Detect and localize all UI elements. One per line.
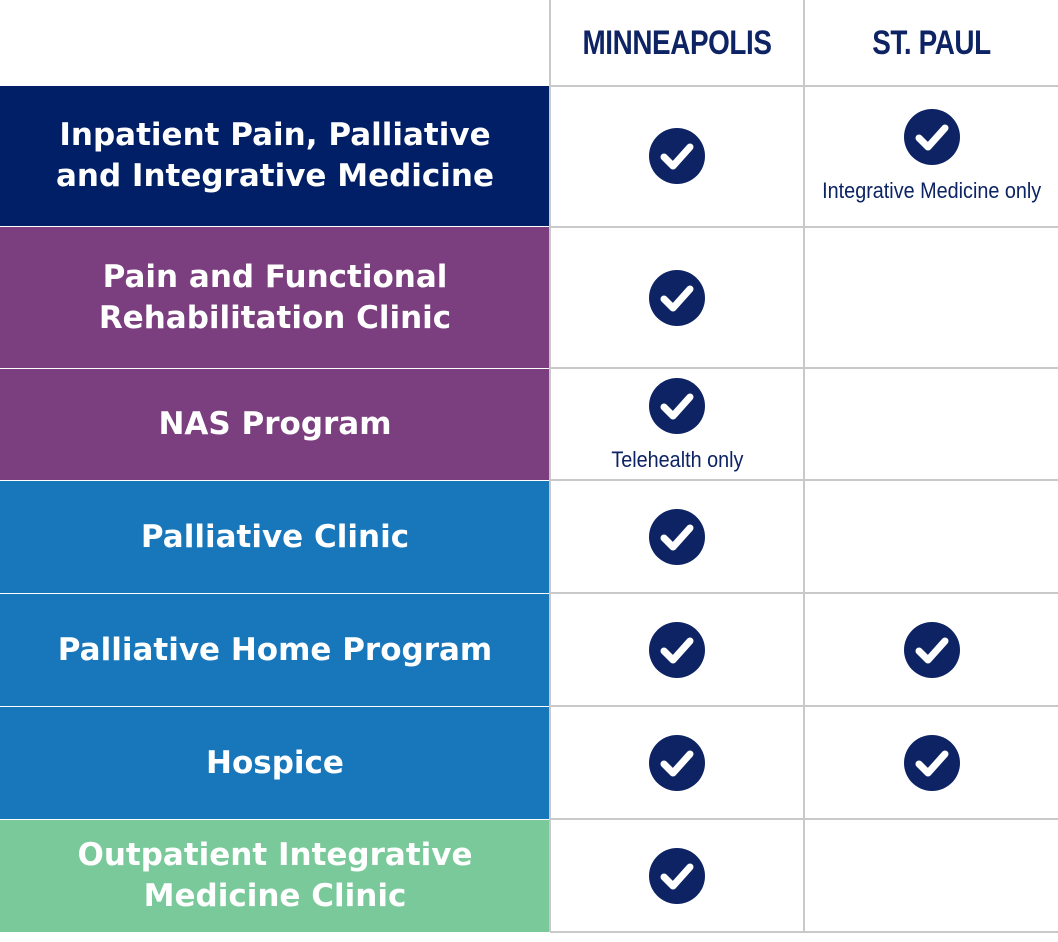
st-paul-cell [805,481,1058,593]
check-circle-icon [648,734,706,792]
service-name: Palliative Home Program [57,631,493,668]
service-label [0,369,550,480]
column-divider [549,0,551,932]
st-paul-cell [805,707,1058,819]
column-header-minneapolis: MINNEAPOLIS [582,23,772,62]
check-circle-icon [903,108,961,166]
st-paul-cell [805,820,1058,932]
st-paul-cell [805,369,1058,480]
service-name: Pain and Functional Rehabilitation Clinic [98,258,452,336]
minneapolis-cell [551,369,803,480]
check-circle-icon [903,621,961,679]
minneapolis-cell [551,227,803,368]
service-label [0,227,550,368]
minneapolis-cell [551,481,803,593]
service-name: Outpatient Integrative Medicine Clinic [77,837,473,914]
column-divider [803,0,805,932]
check-circle-icon [648,127,706,185]
check-circle-icon [648,621,706,679]
availability-note: Telehealth only [610,446,744,472]
row-divider [550,226,1058,228]
minneapolis-cell [551,820,803,932]
st-paul-cell [805,594,1058,706]
st-paul-cell [805,227,1058,368]
check-circle-icon [648,269,706,327]
service-label [0,481,550,593]
service-label [0,707,550,819]
minneapolis-cell [551,86,803,226]
check-circle-icon [903,734,961,792]
check-circle-icon [648,377,706,435]
service-name: Inpatient Pain, Palliative and Integrative Medicine [55,117,495,194]
availability-note: Integrative Medicine only [821,178,1042,203]
row-divider [550,367,1058,369]
row-divider [550,479,1058,481]
row-divider [550,592,1058,594]
service-label [0,594,550,706]
column-header-st-paul: ST. PAUL [872,23,991,62]
check-circle-icon [648,847,706,905]
minneapolis-cell [551,594,803,706]
row-divider [550,705,1058,707]
service-name: Hospice [206,744,344,781]
service-label [0,86,550,226]
row-divider [550,85,1058,87]
st-paul-cell [805,86,1058,226]
service-name: NAS Program [158,406,392,442]
check-circle-icon [648,508,706,566]
row-divider [550,818,1058,820]
service-name: Palliative Clinic [140,518,410,555]
row-divider [550,931,1058,933]
service-label [0,820,550,932]
minneapolis-cell [551,707,803,819]
